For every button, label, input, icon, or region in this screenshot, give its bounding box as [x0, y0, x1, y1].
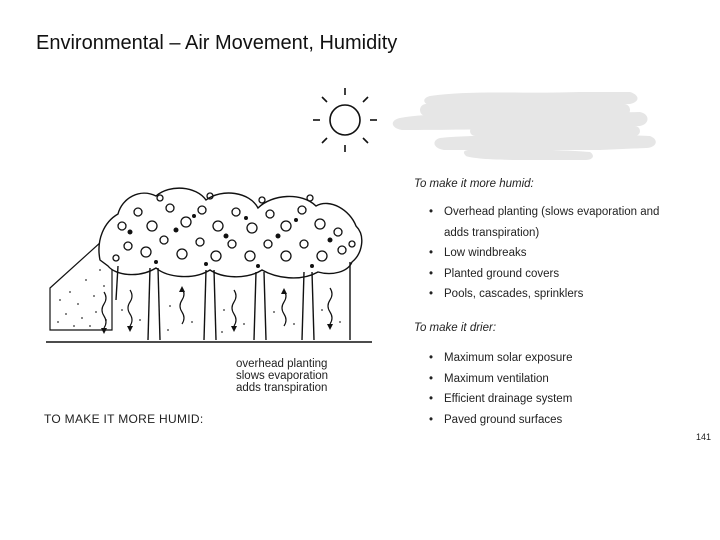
- caption-line: overhead planting: [236, 358, 328, 370]
- list-item-text: Maximum ventilation: [444, 372, 549, 385]
- list-item-text: Maximum solar exposure: [444, 352, 573, 364]
- list-item: [426, 202, 659, 243]
- list-item: [426, 284, 659, 305]
- list-item-text: Efficient drainage system: [444, 393, 573, 405]
- list-item: [426, 410, 572, 431]
- illustration-caption: [236, 358, 328, 394]
- illustration-heading: TO MAKE IT MORE HUMID:: [44, 412, 204, 426]
- tree-canopies: [99, 188, 362, 278]
- list-item: [426, 348, 572, 369]
- list-item-text: Low windbreaks: [444, 247, 527, 259]
- list-item: [426, 264, 659, 285]
- list-item-text: adds transpiration): [444, 226, 540, 239]
- list-item: [426, 389, 572, 410]
- caption-line: adds transpiration: [236, 382, 328, 394]
- sun-icon: [313, 88, 377, 152]
- page-number: 141: [696, 432, 712, 442]
- list-item-text: • Overhead planting (slows evaporation and: [444, 206, 660, 218]
- airflow-arrows: [102, 288, 332, 328]
- airflow-arrowheads: [101, 286, 333, 334]
- drier-list: [426, 348, 572, 430]
- ground-dots: [121, 305, 341, 333]
- list-item-text: Paved ground surfaces: [444, 413, 563, 426]
- cloud-streaks: [393, 92, 656, 160]
- caption-line: slows evaporation: [236, 370, 329, 382]
- humid-list: [426, 202, 659, 305]
- list-item-text: Planted ground covers: [444, 267, 560, 280]
- list-item-text: Pools, cascades, sprinklers: [444, 288, 584, 300]
- slide-title: Environmental – Air Movement, Humidity: [36, 32, 398, 54]
- list-item: [426, 243, 659, 264]
- humid-list-heading: To make it more humid:: [414, 178, 534, 190]
- drier-list-heading: To make it drier:: [414, 322, 497, 334]
- list-item: [426, 369, 572, 390]
